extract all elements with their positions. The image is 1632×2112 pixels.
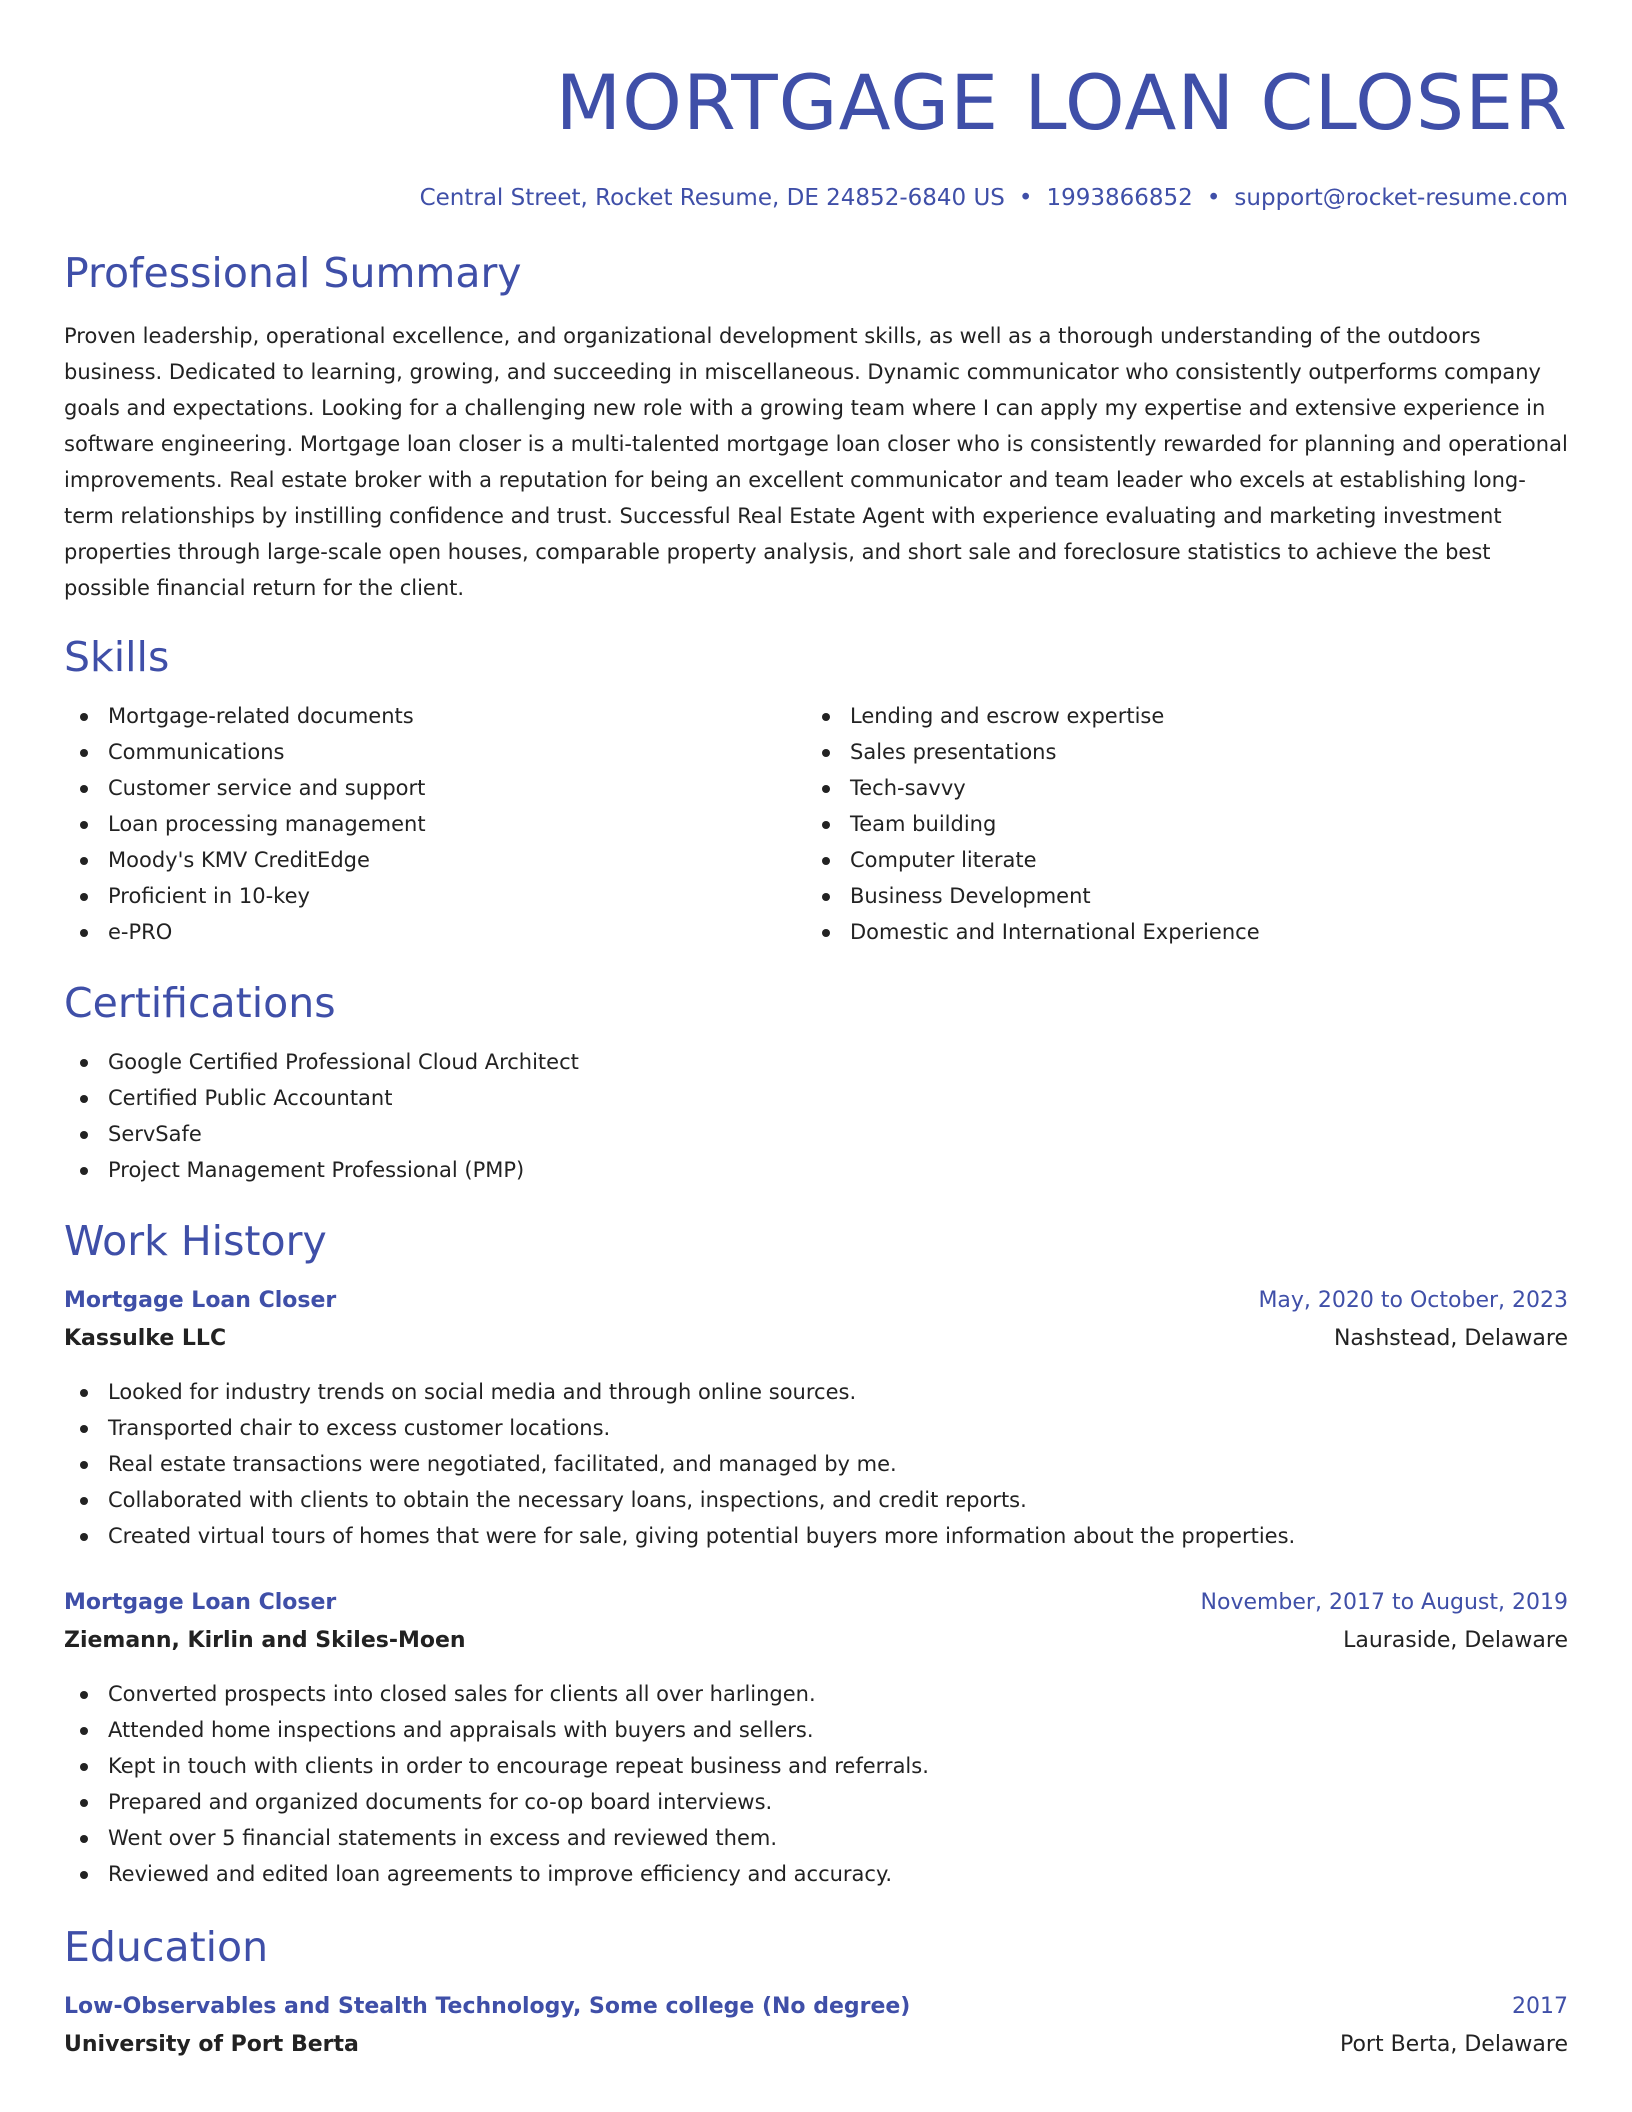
education-entry <box>64 1988 1568 2064</box>
skills-list-left <box>64 698 806 950</box>
education-year: 2017 <box>1512 1994 1568 2019</box>
summary-heading: Professional Summary <box>64 249 522 297</box>
job-header <box>64 1282 1568 1320</box>
job-role: Mortgage Loan Closer <box>64 1288 337 1313</box>
job-bullets <box>64 1676 1568 1892</box>
job-dates: November, 2017 to August, 2019 <box>1200 1590 1568 1615</box>
contact-separator: • <box>1018 185 1033 211</box>
job-location: Nashstead, Delaware <box>1333 1326 1568 1351</box>
job-bullet: Collaborated with clients to obtain the necessary loans, inspections, and credit reports. <box>64 1482 1568 1518</box>
skills-heading: Skills <box>64 633 170 681</box>
skill-item: Loan processing management <box>64 806 806 842</box>
summary-text: Proven leadership, operational excellence, and organizational development skills, as well as a thorough understanding of the outdoors business. Dedicated to learning, growing, and succeeding in miscellaneous. Dynamic communicator who consistently outperforms company goals and expectations. Looking for a challenging new role with a growing team where I can apply my expertise and extensive experience in software engineering. Mortgage loan closer is a multi-talented mortgage loan closer who is consistently rewarded for planning and operational improvements. Real estate broker with a reputation for being an excellent communicator and team leader who excels at establishing long-term relationships by instilling confidence and trust. Successful Real Estate Agent with experience evaluating and marketing investment properties through large-scale open houses, comparable property analysis, and short sale and foreclosure statistics to achieve the best possible financial return for the client. <box>64 324 1568 600</box>
skills-list-right <box>806 698 1548 950</box>
education-location: Port Berta, Delaware <box>1339 2032 1568 2057</box>
skill-item: Moody's KMV CreditEdge <box>64 842 806 878</box>
job-bullet: Prepared and organized documents for co-op board interviews. <box>64 1784 1568 1820</box>
contact-address: Central Street, Rocket Resume, DE 24852-6840 US <box>419 185 1005 211</box>
contact-separator: • <box>1206 185 1221 211</box>
candidate-name: MORTGAGE LOAN CLOSER <box>555 58 1568 147</box>
education-header <box>64 1988 1568 2026</box>
job-bullet: Kept in touch with clients in order to encourage repeat business and referrals. <box>64 1748 1568 1784</box>
skill-item: Lending and escrow expertise <box>806 698 1548 734</box>
job-company: Kassulke LLC <box>64 1326 227 1351</box>
contact-line <box>64 182 1568 214</box>
job-entry <box>64 1584 1568 1892</box>
certification-item: Project Management Professional (PMP) <box>64 1152 1568 1188</box>
job-bullet: Converted prospects into closed sales for clients all over harlingen. <box>64 1676 1568 1712</box>
skill-item: Communications <box>64 734 806 770</box>
job-subheader <box>64 1320 1568 1358</box>
job-bullet: Went over 5 financial statements in excess and reviewed them. <box>64 1820 1568 1856</box>
skills-grid <box>64 698 1568 950</box>
skill-item: Sales presentations <box>806 734 1548 770</box>
certification-item: Certified Public Accountant <box>64 1080 1568 1116</box>
contact-phone[interactable]: 1993866852 <box>1046 185 1193 211</box>
job-bullet: Real estate transactions were negotiated, facilitated, and managed by me. <box>64 1446 1568 1482</box>
certifications-heading: Certifications <box>64 979 336 1027</box>
skill-item: Customer service and support <box>64 770 806 806</box>
job-location: Lauraside, Delaware <box>1343 1628 1568 1653</box>
certification-item: Google Certified Professional Cloud Architect <box>64 1044 1568 1080</box>
education-heading: Education <box>64 1923 269 1971</box>
job-subheader <box>64 1622 1568 1660</box>
education-school: University of Port Berta <box>64 2032 359 2057</box>
certifications-list <box>64 1044 1568 1188</box>
job-header <box>64 1584 1568 1622</box>
education-subheader <box>64 2026 1568 2064</box>
skill-item: Domestic and International Experience <box>806 914 1548 950</box>
job-bullet: Transported chair to excess customer locations. <box>64 1410 1568 1446</box>
job-bullet: Looked for industry trends on social media and through online sources. <box>64 1374 1568 1410</box>
skill-item: Mortgage-related documents <box>64 698 806 734</box>
skill-item: Tech-savvy <box>806 770 1548 806</box>
skill-item: e-PRO <box>64 914 806 950</box>
job-dates: May, 2020 to October, 2023 <box>1258 1288 1568 1313</box>
job-bullets <box>64 1374 1568 1554</box>
education-degree: Low-Observables and Stealth Technology, Some college (No degree) <box>64 1994 911 2019</box>
certification-item: ServSafe <box>64 1116 1568 1152</box>
job-entry <box>64 1282 1568 1554</box>
job-role: Mortgage Loan Closer <box>64 1590 337 1615</box>
skill-item: Team building <box>806 806 1548 842</box>
skill-item: Business Development <box>806 878 1548 914</box>
contact-email[interactable]: support@rocket-resume.com <box>1234 185 1568 211</box>
skill-item: Computer literate <box>806 842 1548 878</box>
work-history-heading: Work History <box>64 1217 327 1265</box>
job-bullet: Reviewed and edited loan agreements to improve efficiency and accuracy. <box>64 1856 1568 1892</box>
job-bullet: Created virtual tours of homes that were for sale, giving potential buyers more information about the properties. <box>64 1518 1568 1554</box>
job-company: Ziemann, Kirlin and Skiles-Moen <box>64 1628 466 1653</box>
job-bullet: Attended home inspections and appraisals with buyers and sellers. <box>64 1712 1568 1748</box>
skill-item: Proficient in 10-key <box>64 878 806 914</box>
